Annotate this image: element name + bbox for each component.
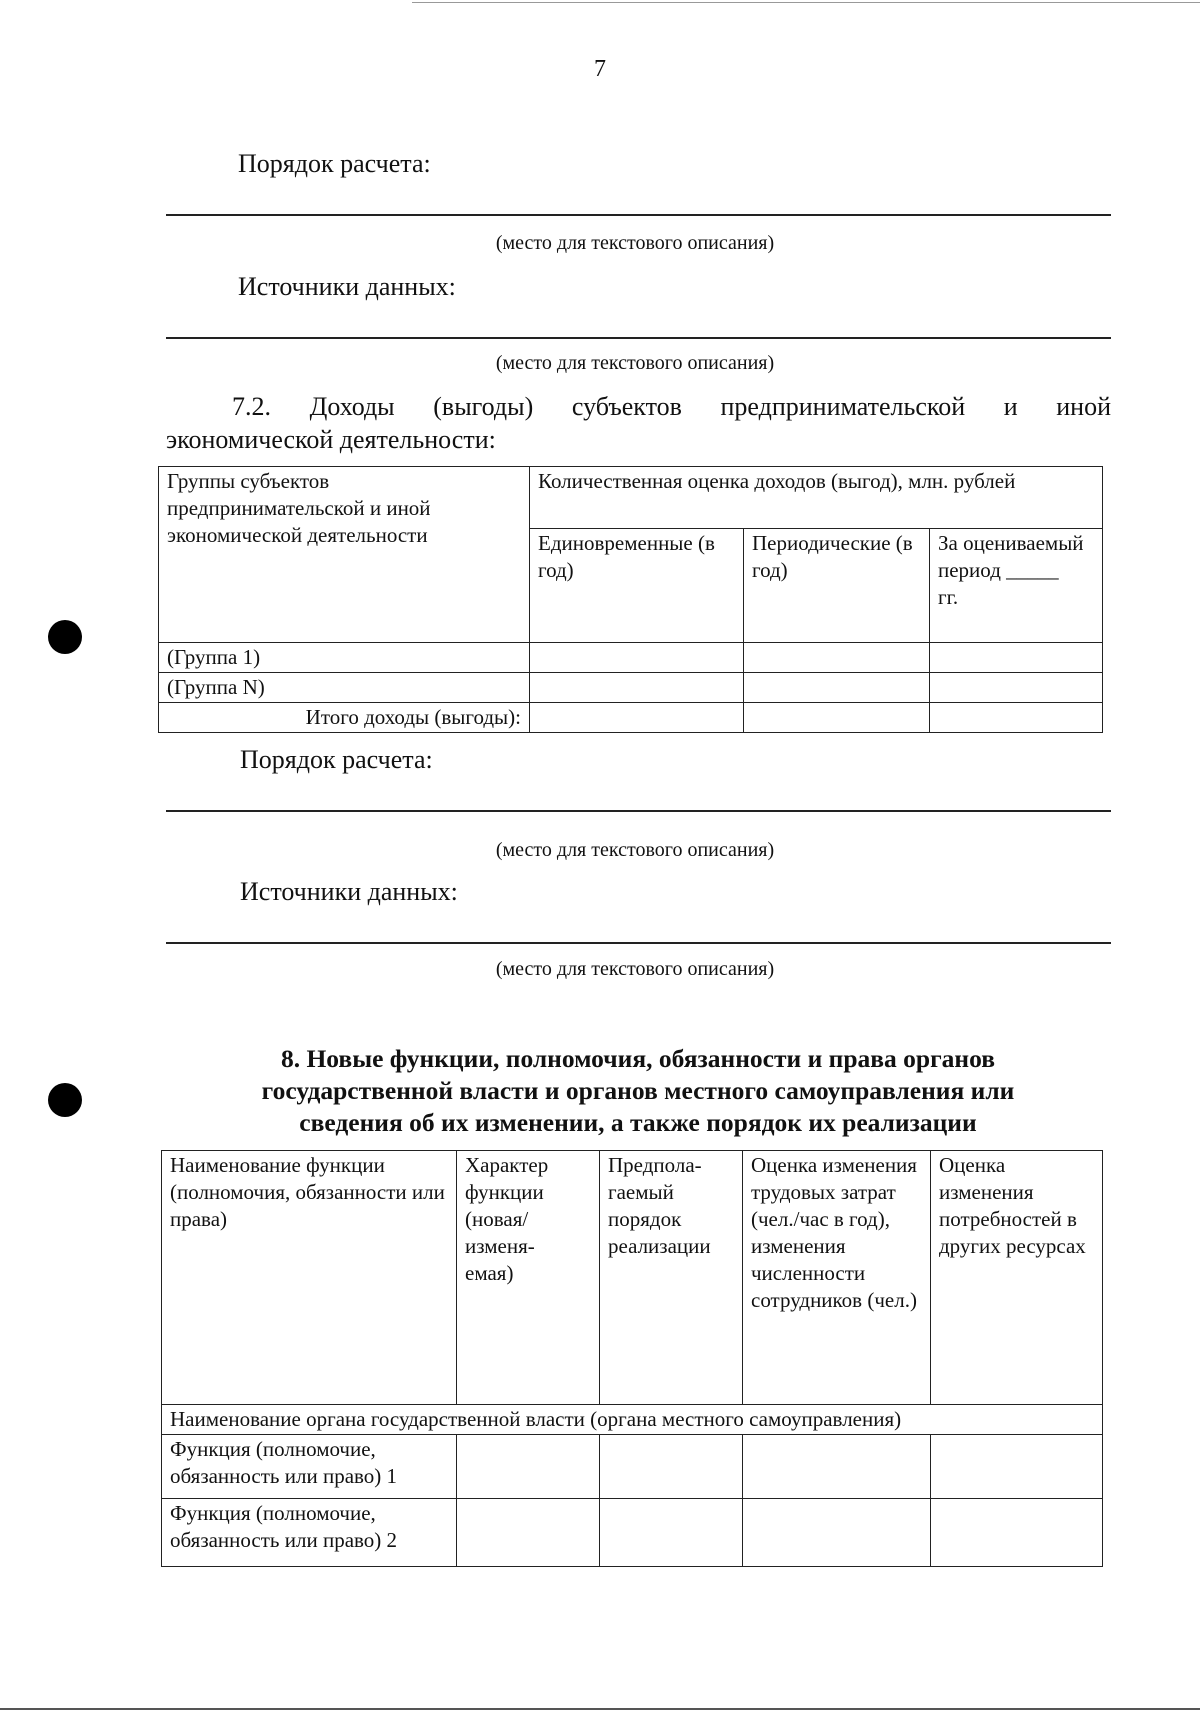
function-character-header-line2: изменя- <box>465 1234 535 1258</box>
resources-header-cell <box>931 1151 1103 1405</box>
table-row <box>162 1435 1103 1499</box>
procedure-header-line2: гаемый порядок реализации <box>608 1180 711 1258</box>
section-8-heading-line3: сведения об их изменении, а также порядок их реализации <box>299 1108 977 1137</box>
organ-row-cell <box>162 1405 1103 1435</box>
labor-header-cell <box>743 1151 931 1405</box>
data-sources-line-2 <box>166 942 1111 944</box>
top-edge-rule <box>412 2 1200 3</box>
empty-cell <box>530 673 744 703</box>
table-row <box>159 673 1103 703</box>
data-sources-line <box>166 337 1111 339</box>
calc-procedure-label: Порядок расчета: <box>238 149 431 178</box>
empty-cell <box>743 1499 931 1567</box>
groups-header-cell <box>159 467 530 643</box>
empty-cell <box>931 1435 1103 1499</box>
empty-cell <box>744 673 930 703</box>
empty-cell <box>457 1499 600 1567</box>
periodic-header: Периодические (в год) <box>752 531 913 582</box>
table-row <box>159 703 1103 733</box>
function-name-header-cell <box>162 1151 457 1405</box>
function-character-header-line3: емая) <box>465 1261 514 1285</box>
data-sources-label-2: Источники данных: <box>240 877 458 906</box>
empty-cell <box>743 1435 931 1499</box>
empty-cell <box>931 1499 1103 1567</box>
period-header-cell <box>930 529 1103 643</box>
total-income-label: Итого доходы (выгоды): <box>305 705 521 729</box>
periodic-header-cell <box>744 529 930 643</box>
empty-cell <box>930 673 1103 703</box>
calc-procedure-line <box>166 214 1111 216</box>
quant-header-cell <box>530 467 1103 529</box>
section-7-2-heading-line2: экономической деятельности: <box>166 425 496 454</box>
group-1-label: (Группа 1) <box>167 645 261 669</box>
data-sources-caption-2: (место для текстового описания) <box>495 958 775 980</box>
resources-header: Оценка изменения потребностей в других ресурсах <box>939 1153 1086 1258</box>
functions-table <box>161 1150 1103 1567</box>
empty-cell <box>744 643 930 673</box>
income-table <box>158 466 1103 733</box>
calc-procedure-caption: (место для текстового описания) <box>495 232 775 254</box>
data-sources-label: Источники данных: <box>238 272 456 301</box>
calc-procedure-caption-2: (место для текстового описания) <box>495 839 775 861</box>
procedure-header-line1: Предпола- <box>608 1153 702 1177</box>
empty-cell <box>530 703 744 733</box>
section-7-2-heading-line1: 7.2. Доходы (выгоды) субъектов предпринимательской и иной <box>232 392 1111 421</box>
procedure-header-cell <box>600 1151 743 1405</box>
groups-header: Группы субъектов предпринимательской и иной экономической деятельности <box>167 469 431 547</box>
period-header-line2: период _____ <box>938 558 1059 582</box>
empty-cell <box>530 643 744 673</box>
organ-row-label: Наименование органа государственной власти (органа местного самоуправления) <box>170 1407 902 1431</box>
data-sources-caption: (место для текстового описания) <box>495 352 775 374</box>
empty-cell <box>457 1435 600 1499</box>
function-2-label: Функция (полномочие, обязанность или право) 2 <box>170 1501 398 1552</box>
empty-cell <box>930 703 1103 733</box>
hole-punch-mark <box>48 1083 82 1117</box>
table-row <box>162 1499 1103 1567</box>
hole-punch-mark <box>48 620 82 654</box>
empty-cell <box>600 1499 743 1567</box>
empty-cell <box>600 1435 743 1499</box>
table-row <box>159 643 1103 673</box>
onetime-header: Единовременные (в год) <box>538 531 715 582</box>
onetime-header-cell <box>530 529 744 643</box>
function-character-header-cell <box>457 1151 600 1405</box>
calc-procedure-line-2 <box>166 810 1111 812</box>
period-header-line3: гг. <box>938 585 959 609</box>
empty-cell <box>930 643 1103 673</box>
labor-header: Оценка изменения трудовых затрат (чел./час в год), изменения численности сотрудников (чел.) <box>751 1153 917 1312</box>
period-header-line1: За оцениваемый <box>938 531 1084 555</box>
calc-procedure-label-2: Порядок расчета: <box>240 745 433 774</box>
function-name-header: Наименование функции (полномочия, обязанности или права) <box>170 1153 445 1231</box>
function-1-label: Функция (полномочие, обязанность или право) 1 <box>170 1437 398 1488</box>
page-number: 7 <box>594 56 606 82</box>
empty-cell <box>744 703 930 733</box>
section-8-heading-line1: 8. Новые функции, полномочия, обязанности и права органов <box>280 1044 996 1073</box>
function-character-header-line1: Характер функции (новая/ <box>465 1153 549 1231</box>
section-8-heading-line2: государственной власти и органов местного самоуправления или <box>261 1076 1015 1105</box>
bottom-edge-rule <box>0 1708 1200 1710</box>
quant-header: Количественная оценка доходов (выгод), млн. рублей <box>538 469 1016 493</box>
group-n-label: (Группа N) <box>167 675 265 699</box>
